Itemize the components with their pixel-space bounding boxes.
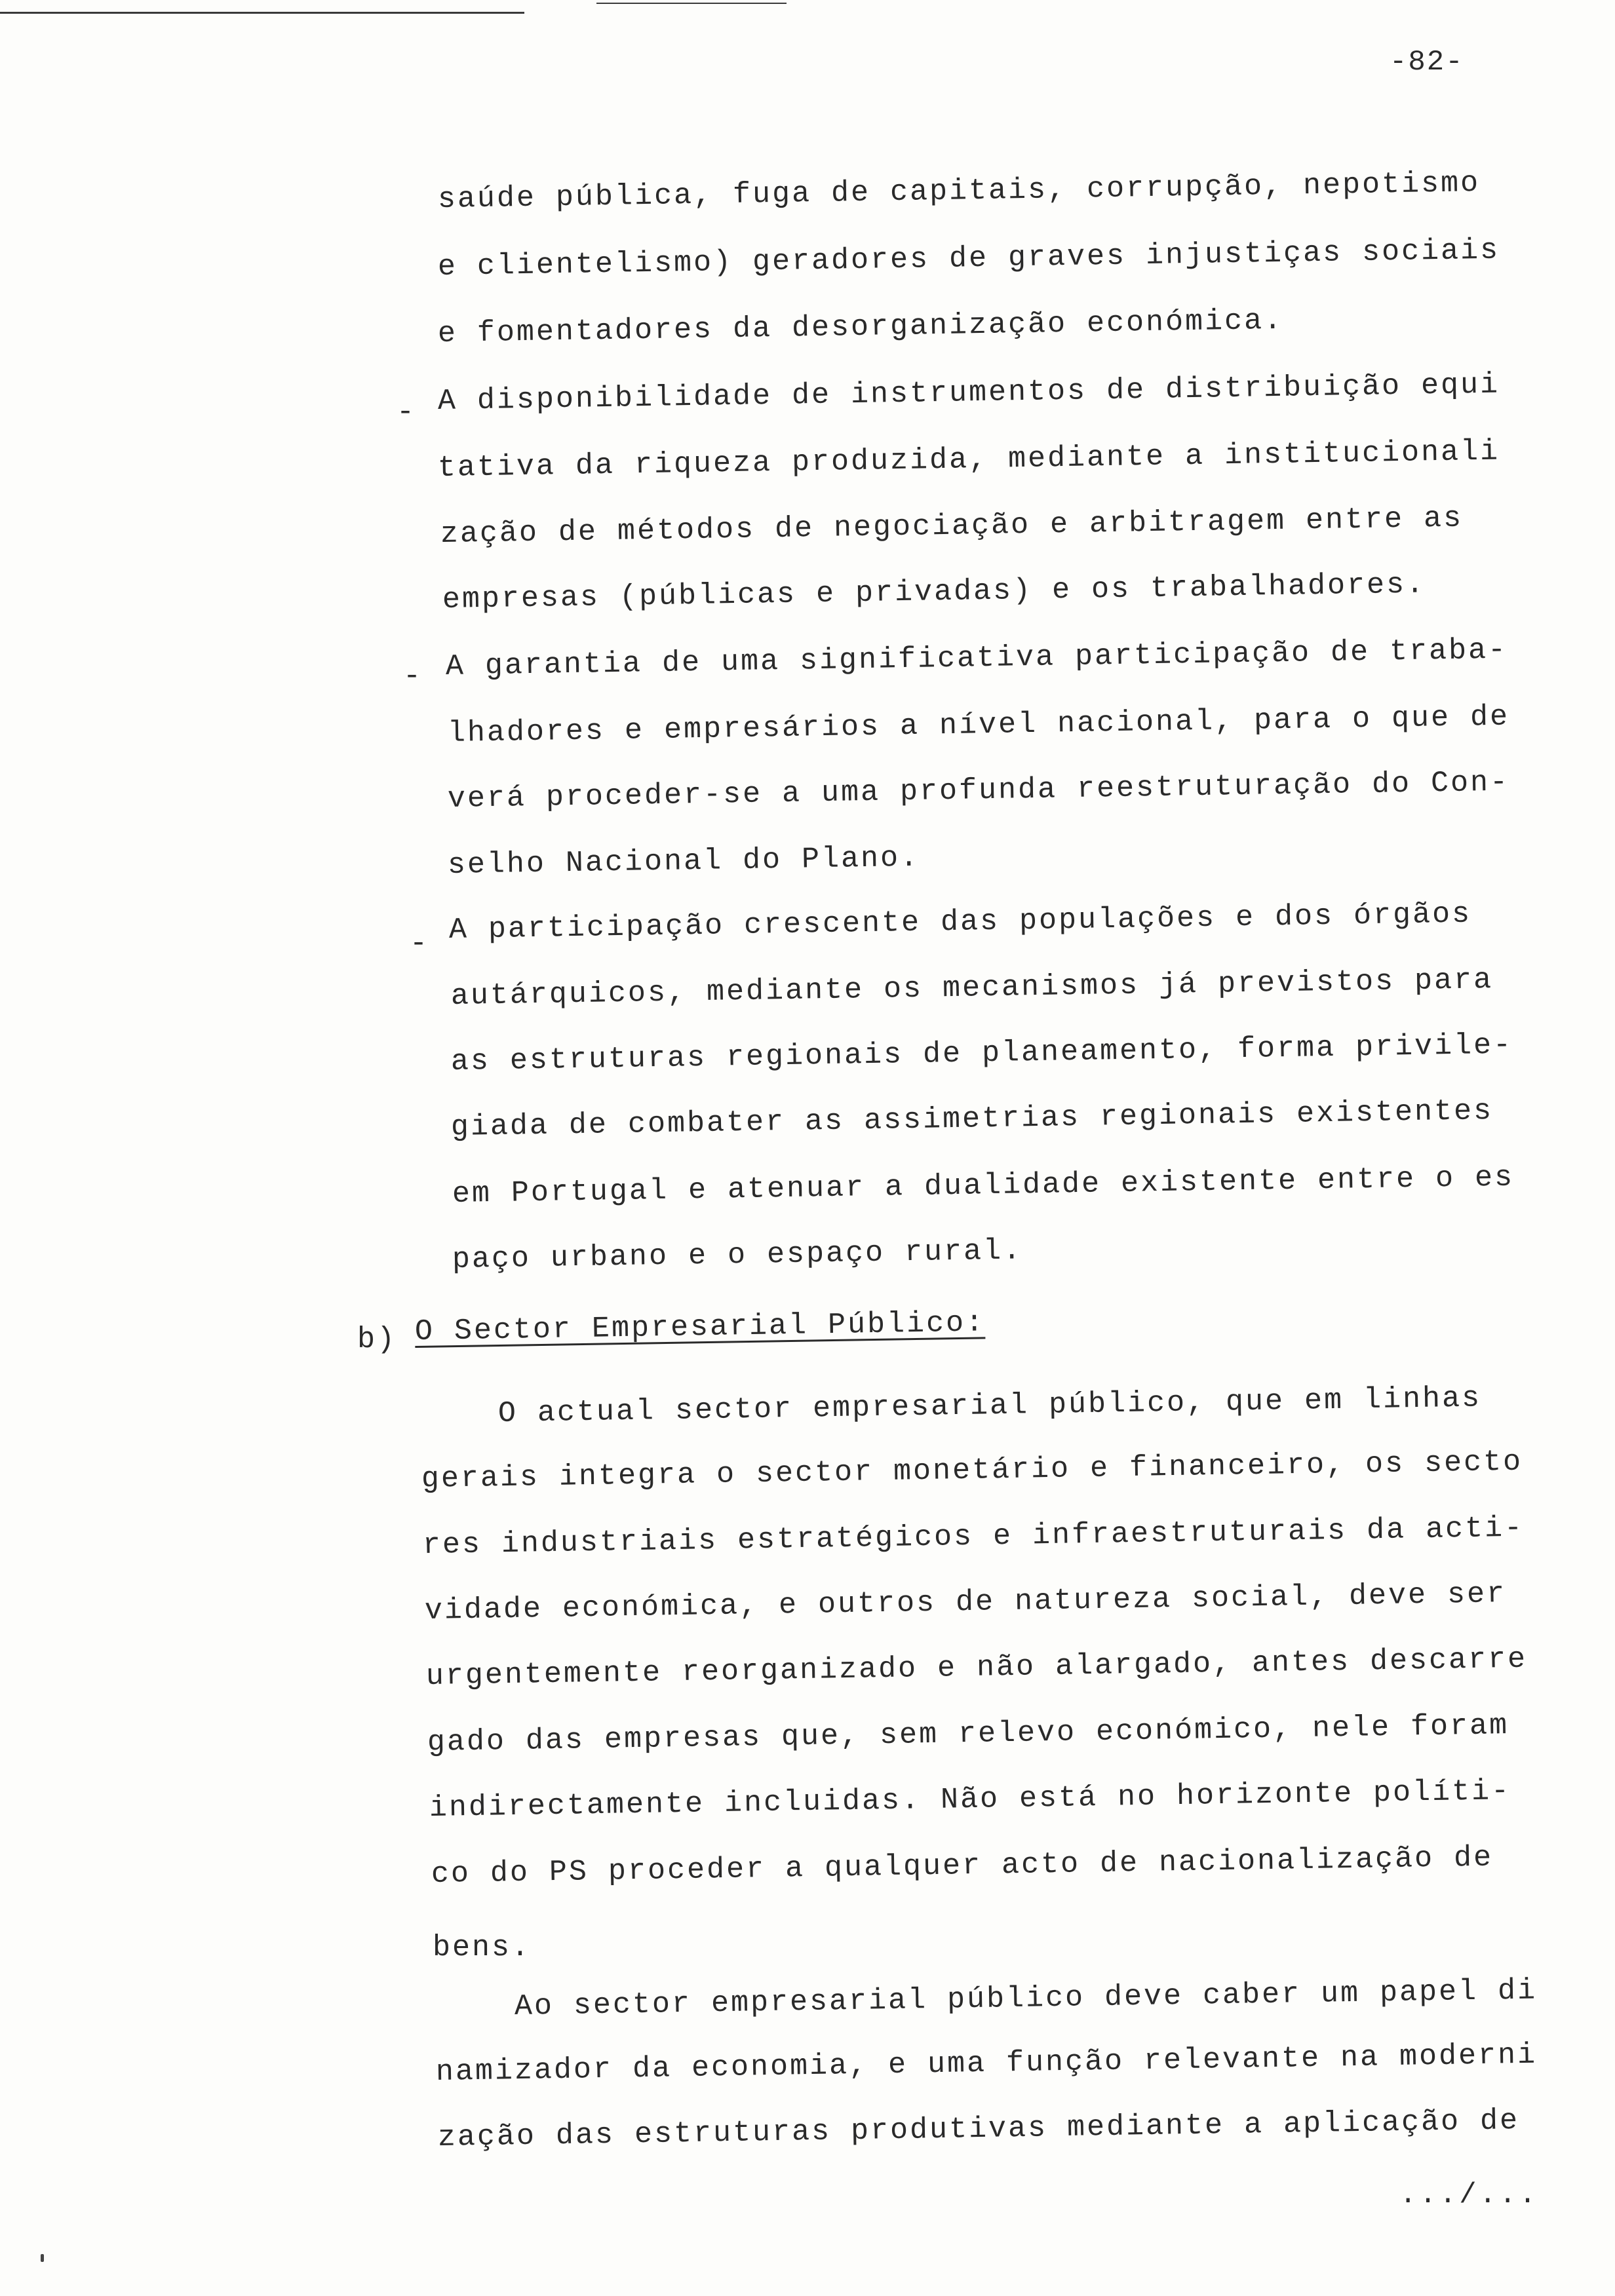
- text-line: tativa da riqueza produzida, mediante a institucionali: [437, 434, 1500, 485]
- bullet-dash: -: [403, 660, 421, 693]
- text-line: empresas (públicas e privadas) e os trabalhadores.: [442, 567, 1426, 617]
- text-line: bens.: [433, 1931, 532, 1964]
- text-line: vidade económica, e outros de natureza social, deve ser: [424, 1577, 1507, 1628]
- section-heading: O Sector Empresarial Público:: [414, 1306, 986, 1349]
- text-line: O actual sector empresarial público, que em linhas: [497, 1381, 1482, 1430]
- text-line: e clientelismo) geradores de graves injustiças sociais: [437, 233, 1500, 284]
- continuation-mark: .../...: [1399, 2179, 1539, 2211]
- text-line: co do PS proceder a qualquer acto de nacionalização de: [431, 1841, 1494, 1891]
- text-line: res industriais estratégicos e infraestruturais da acti-: [422, 1511, 1525, 1562]
- text-line: giada de combater as assimetrias regionais existentes: [450, 1094, 1494, 1144]
- text-line: lhadores e empresários a nível nacional, para o que de: [447, 700, 1510, 750]
- text-line: zação de métodos de negociação e arbitragem entre as: [440, 501, 1464, 551]
- page-number: -82-: [1390, 46, 1464, 79]
- text-line: as estruturas regionais de planeamento, forma privile-: [450, 1028, 1513, 1079]
- text-line: verá proceder-se a uma profunda reestruturação do Con-: [447, 765, 1510, 816]
- text-line: indirectamente incluidas. Não está no horizonte políti-: [429, 1774, 1511, 1825]
- text-line: A disponibilidade de instrumentos de distribuição equi: [437, 368, 1500, 418]
- top-rule-left: [0, 12, 524, 14]
- bullet-dash: -: [397, 396, 415, 429]
- text-line: selho Nacional do Plano.: [447, 841, 920, 882]
- text-line: gerais integra o sector monetário e financeiro, os secto: [421, 1445, 1523, 1496]
- bullet-dash: -: [410, 927, 428, 961]
- text-line: urgentemente reorganizado e não alargado, antes descarre: [425, 1642, 1528, 1693]
- text-line: e fomentadores da desorganização económica.: [437, 303, 1284, 351]
- text-line: em Portugal e atenuar a dualidade existente entre o es: [452, 1160, 1515, 1211]
- top-rule-right: [596, 3, 787, 4]
- scan-speck: [41, 2254, 44, 2262]
- text-line: autárquicos, mediante os mecanismos já previstos para: [450, 963, 1494, 1013]
- text-line: A garantia de uma significativa participação de traba-: [445, 633, 1508, 683]
- text-line: gado das empresas que, sem relevo económico, nele foram: [427, 1709, 1509, 1759]
- text-line: namizador da economia, e uma função relevante na moderni: [435, 2038, 1538, 2089]
- text-line: paço urbano e o espaço rural.: [452, 1234, 1023, 1276]
- text-line: A participação crescente das populações e dos órgãos: [448, 897, 1472, 947]
- text-line: zação das estruturas produtivas mediante a aplicação de: [437, 2104, 1520, 2154]
- text-line: Ao sector empresarial público deve caber um papel di: [514, 1974, 1538, 2023]
- section-label: b): [357, 1323, 397, 1356]
- text-line: saúde pública, fuga de capitais, corrupção, nepotismo: [437, 166, 1481, 216]
